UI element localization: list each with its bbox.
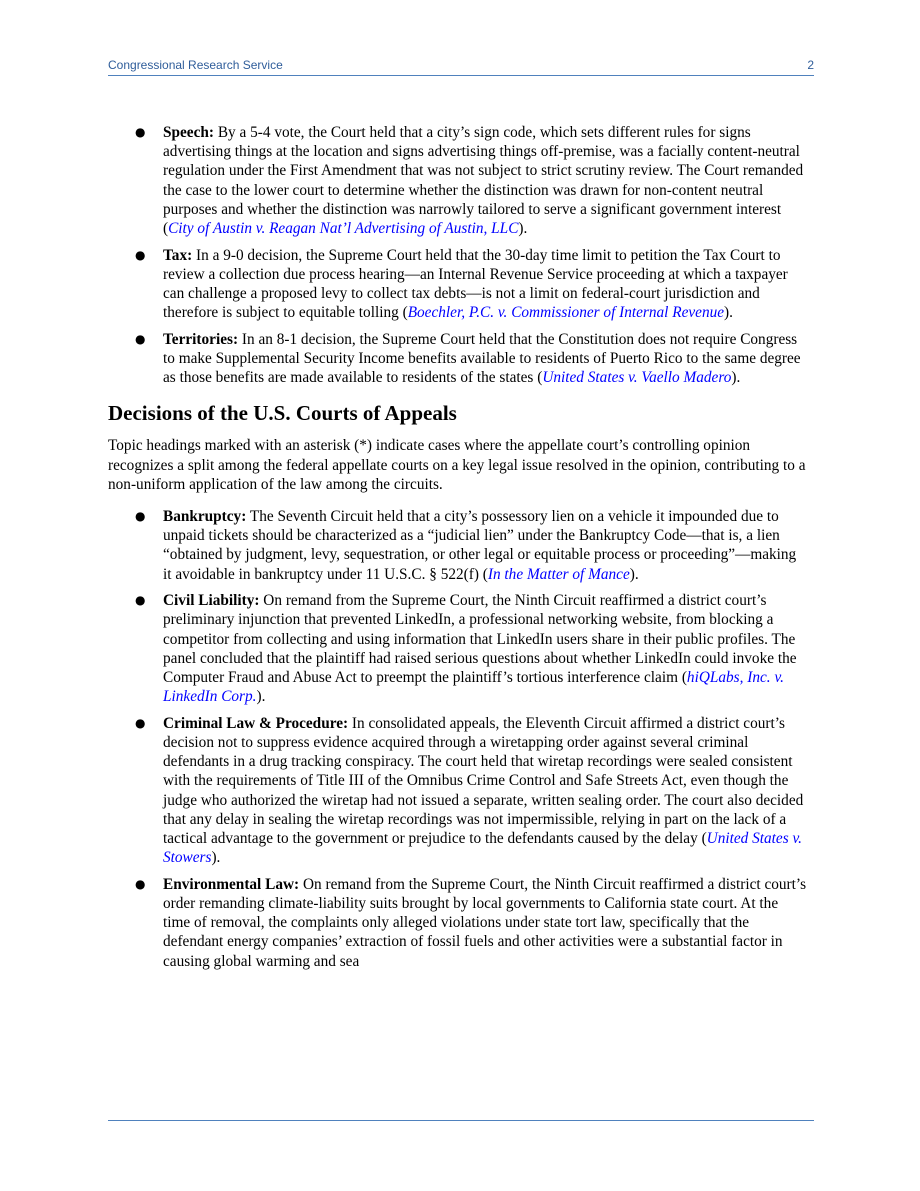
list-item-speech (108, 123, 808, 238)
topic-term: Environmental Law: (163, 875, 300, 893)
footer-rule (108, 1120, 814, 1121)
item-text: In an 8-1 decision, the Supreme Court held that the Constitution does not require Congress to make Supplemental Security Income benefits available to residents of Puerto Rico to the same degree as those benefits are made available to residents of the states ( (163, 330, 801, 387)
item-tail: ). (724, 304, 733, 322)
topic-term: Tax: (163, 246, 193, 264)
case-link[interactable]: hiQLabs, Inc. v. LinkedIn Corp. (163, 669, 784, 706)
item-text: In consolidated appeals, the Eleventh Circuit affirmed a district court’s decision not to suppress evidence acquired through a wiretapping order against several criminal defendants in a drug tracking conspiracy. The court held that wiretap recordings were sealed consistent with the requirements of Title III of the Omnibus Crime Control and Safe Streets Act, even though the judge who authorized the wiretap had not issued a separate, written sealing order. The court also decided that any delay in sealing the wiretap recordings was not impermissible, relying in part on the lack of a tactical advantage to the government or prejudice to the defendants caused by the delay ( (163, 714, 804, 848)
topic-term: Speech: (163, 124, 214, 141)
item-text: The Seventh Circuit held that a city’s possessory lien on a vehicle it impounded due to unpaid tickets should be characterized as a “judicial lien” under the Bankruptcy Code—that is, a lien “obtained by judgment, levy, sequestration, or other legal or equitable process or proceeding”—making it avoidable in bankruptcy under 11 U.S.C. § 522(f) ( (163, 508, 797, 583)
item-text: On remand from the Supreme Court, the Ninth Circuit reaffirmed a district court’s preliminary injunction that prevented LinkedIn, a professional networking website, from blocking a competitor from collecting and using information that LinkedIn users share in their public profiles. The panel concluded that the plaintiff had raised serious questions about whether LinkedIn could invoke the Computer Fraud and Abuse Act to preempt the plaintiff’s tortious interference claim ( (163, 592, 797, 687)
header-org: Congressional Research Service (108, 58, 283, 72)
case-link[interactable]: In the Matter of Mance (487, 565, 630, 583)
list-item-bankruptcy (108, 507, 808, 584)
item-tail: ). (256, 688, 266, 706)
list-item-territories (108, 330, 808, 388)
item-text: On remand from the Supreme Court, the Ninth Circuit reaffirmed a district court’s order remanding climate-liability suits brought by local governments to California state court. At the time of removal, the complaints only alleged violations under state tort law, specifically that the defendant energy companies’ extraction of fossil fuels and other activities were a substantial factor in causing global warming and sea (163, 875, 807, 970)
item-text: In a 9-0 decision, the Supreme Court held that the 30-day time limit to petition the Tax Court to review a collection due process hearing—an Internal Revenue Service proceeding at which a taxpayer can challenge a proposed levy to collect tax debts—is not a limit on federal-court jurisdiction and therefore is subject to equitable tolling ( (163, 246, 788, 322)
bullet-icon: ● (135, 715, 146, 730)
list-item-criminal-law (108, 714, 808, 868)
topic-term: Bankruptcy: (163, 508, 247, 526)
bullet-icon: ● (135, 593, 146, 608)
list-item-tax (108, 246, 808, 323)
supreme-court-list (108, 123, 808, 387)
page-number: 2 (807, 58, 814, 72)
bullet-icon: ● (135, 509, 146, 524)
topic-term: Civil Liability: (163, 592, 260, 610)
document-body (108, 123, 808, 978)
bullet-icon: ● (135, 876, 146, 891)
case-link[interactable]: United States v. Vaello Madero (542, 369, 732, 387)
item-tail: ). (629, 565, 639, 583)
case-link[interactable]: Boechler, P.C. v. Commissioner of Internal Revenue (407, 304, 725, 322)
item-tail: ). (518, 220, 528, 238)
case-link[interactable]: City of Austin v. Reagan Nat’l Advertising of Austin, LLC (168, 220, 519, 238)
section-heading: Decisions of the U.S. Courts of Appeals (108, 401, 457, 426)
section-intro: Topic headings marked with an asterisk (*) indicate cases where the appellate court’s controlling opinion recognizes a split among the federal appellate courts on a key legal issue resolved in the opinion, contributing to a non-uniform application of the law among the circuits. (108, 437, 806, 493)
list-item-environmental-law (108, 875, 808, 971)
page-header (108, 58, 814, 76)
appeals-list (108, 507, 808, 971)
topic-term: Territories: (163, 330, 239, 348)
bullet-icon: ● (135, 331, 146, 346)
list-item-civil-liability (108, 591, 808, 706)
bullet-icon: ● (135, 125, 146, 139)
case-link[interactable]: United States v. Stowers (163, 830, 802, 867)
item-text: By a 5-4 vote, the Court held that a city’s sign code, which sets different rules for signs advertising things at the location and signs advertising things off-premise, was a facially content-neutral regulation under the First Amendment that was not subject to strict scrutiny review. The Court remanded the case to the lower court to determine whether the distinction was drawn for non-content neutral purposes and whether the distinction was narrowly tailored to serve a significant government interest ( (163, 124, 804, 238)
bullet-icon: ● (135, 247, 146, 262)
topic-term: Criminal Law & Procedure: (163, 714, 349, 732)
item-tail: ). (211, 849, 221, 867)
item-tail: ). (731, 369, 741, 387)
